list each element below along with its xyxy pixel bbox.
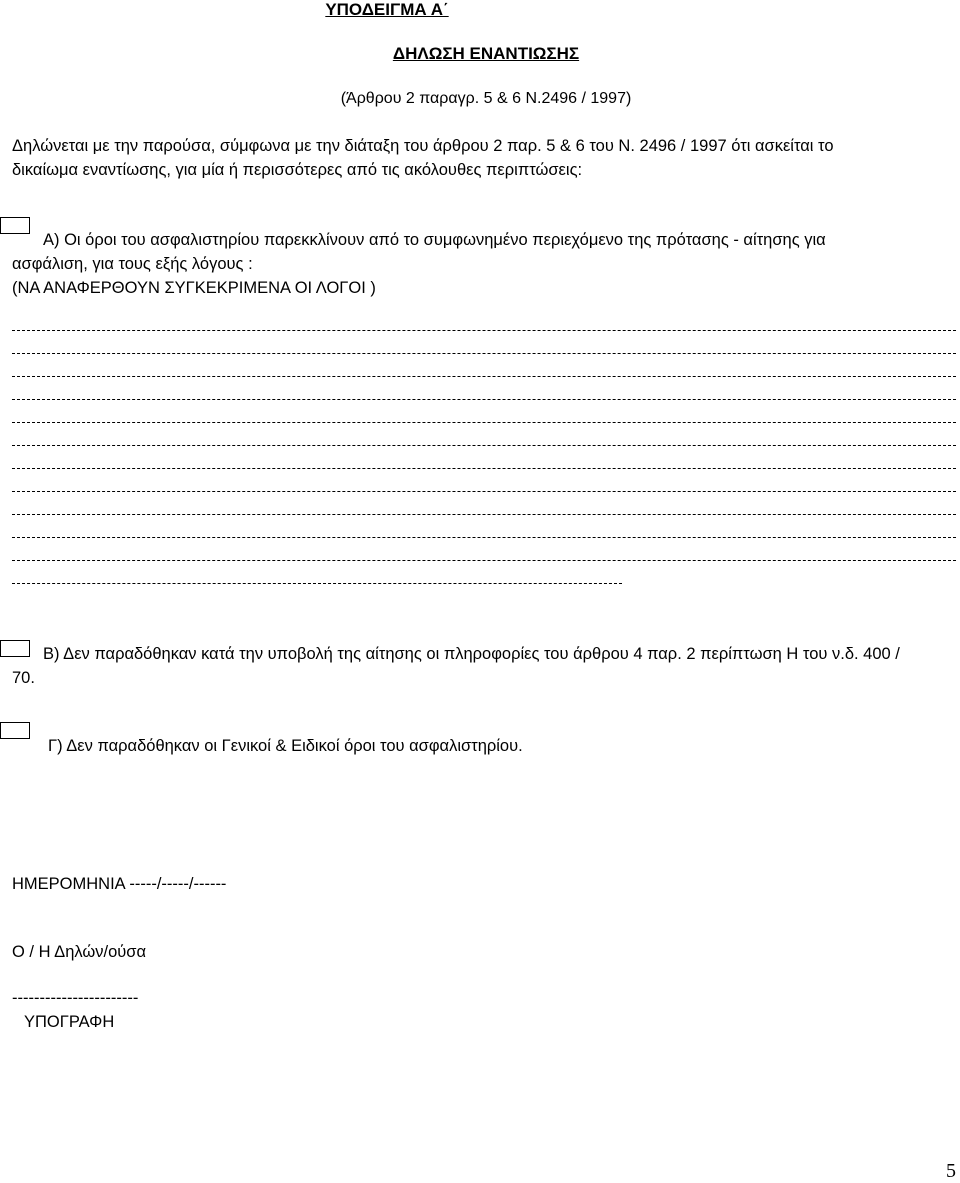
- reason-line[interactable]: [12, 376, 956, 377]
- reason-line[interactable]: [12, 560, 956, 561]
- option-b-line-1: Β) Δεν παραδόθηκαν κατά την υποβολή της αίτησης οι πληροφορίες του άρθρου 4 παρ. 2 περίπτωση Η του ν.δ. 400 /: [43, 645, 900, 663]
- page-number: 5: [946, 1160, 956, 1182]
- reason-line[interactable]: [12, 445, 956, 446]
- reason-line[interactable]: [12, 514, 956, 515]
- reason-line[interactable]: [12, 330, 956, 331]
- reason-line[interactable]: [12, 468, 956, 469]
- signature-label: ΥΠΟΓΡΑΦΗ: [24, 1013, 115, 1031]
- reason-line[interactable]: [12, 353, 956, 354]
- reason-line[interactable]: [12, 491, 956, 492]
- option-b-checkbox[interactable]: [0, 640, 30, 657]
- declaration-title: ΔΗΛΩΣΗ ΕΝΑΝΤΙΩΣΗΣ: [392, 44, 580, 63]
- reason-line[interactable]: [12, 583, 622, 584]
- reason-line[interactable]: [12, 537, 956, 538]
- law-reference: (Άρθρου 2 παραγρ. 5 & 6 Ν.2496 / 1997): [340, 90, 632, 107]
- reason-line[interactable]: [12, 422, 956, 423]
- signature-line[interactable]: -----------------------: [12, 989, 139, 1007]
- option-a-checkbox[interactable]: [0, 217, 30, 234]
- reason-line[interactable]: [12, 399, 956, 400]
- option-c-checkbox[interactable]: [0, 722, 30, 739]
- option-a-line-3: (ΝΑ ΑΝΑΦΕΡΘΟΥΝ ΣΥΓΚΕΚΡΙΜΕΝΑ ΟΙ ΛΟΓΟΙ ): [12, 279, 376, 297]
- option-b-line-2: 70.: [12, 669, 35, 687]
- option-c-line-1: Γ) Δεν παραδόθηκαν οι Γενικοί & Ειδικοί όροι του ασφαλιστηρίου.: [48, 737, 523, 755]
- date-field[interactable]: ΗΜΕΡΟΜΗΝΙΑ -----/-----/------: [12, 875, 227, 893]
- option-a-line-2: ασφάλιση, για τους εξής λόγους :: [12, 255, 253, 273]
- option-a-line-1: Α) Οι όροι του ασφαλιστηρίου παρεκκλίνουν από το συμφωνημένο περιεχόμενο της πρότασης - αίτησης για: [43, 231, 826, 249]
- intro-line-1: Δηλώνεται με την παρούσα, σύμφωνα με την διάταξη του άρθρου 2 παρ. 5 & 6 του Ν. 2496 / 1997 ότι ασκείται το: [12, 137, 834, 155]
- sample-title: ΥΠΟΔΕΙΓΜΑ Α΄: [325, 0, 449, 19]
- intro-line-2: δικαίωμα εναντίωσης, για μία ή περισσότερες από τις ακόλουθες περιπτώσεις:: [12, 161, 583, 179]
- declarant-label: Ο / Η Δηλών/ούσα: [12, 943, 147, 961]
